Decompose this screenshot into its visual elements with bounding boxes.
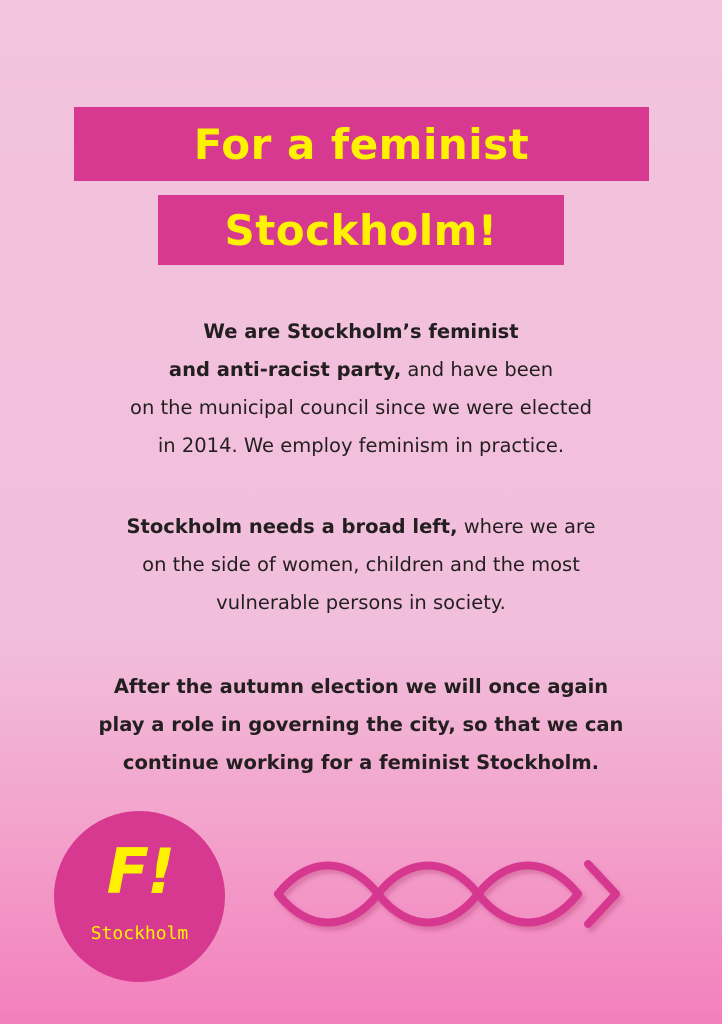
broad-left-line-3: vulnerable persons in society. <box>216 591 506 614</box>
broad-left-bold: Stockholm needs a broad left, <box>126 515 458 538</box>
headline-box-2 <box>158 195 564 265</box>
headline-box-1 <box>74 107 649 181</box>
broad-left-line-2: on the side of women, children and the most <box>142 553 580 576</box>
logo-text: Stockholm <box>90 923 189 944</box>
election-line-1: After the autumn election we will once again <box>113 675 609 698</box>
intro-line-3: on the municipal council since we were elected <box>130 396 592 419</box>
paragraph-intro <box>30 313 692 465</box>
election-line-3: continue working for a feminist Stockholm. <box>122 751 600 774</box>
intro-bold-1: We are Stockholm’s feminist <box>203 320 519 343</box>
intro-text-2: and have been <box>401 358 554 381</box>
paragraph-election <box>30 668 692 782</box>
broad-left-text-1: where we are <box>457 515 596 538</box>
party-logo <box>54 811 225 982</box>
election-line-2: play a role in governing the city, so that we can <box>98 713 624 736</box>
headline-line-2: Stockholm! <box>224 205 498 255</box>
logo-mark: F! <box>106 835 174 908</box>
intro-bold-2: and anti-racist party, <box>168 358 402 381</box>
braid-arrow-icon <box>268 852 628 936</box>
paragraph-broad-left <box>30 508 692 622</box>
headline-line-1: For a feminist <box>193 119 530 169</box>
intro-line-4: in 2014. We employ feminism in practice. <box>157 434 565 457</box>
